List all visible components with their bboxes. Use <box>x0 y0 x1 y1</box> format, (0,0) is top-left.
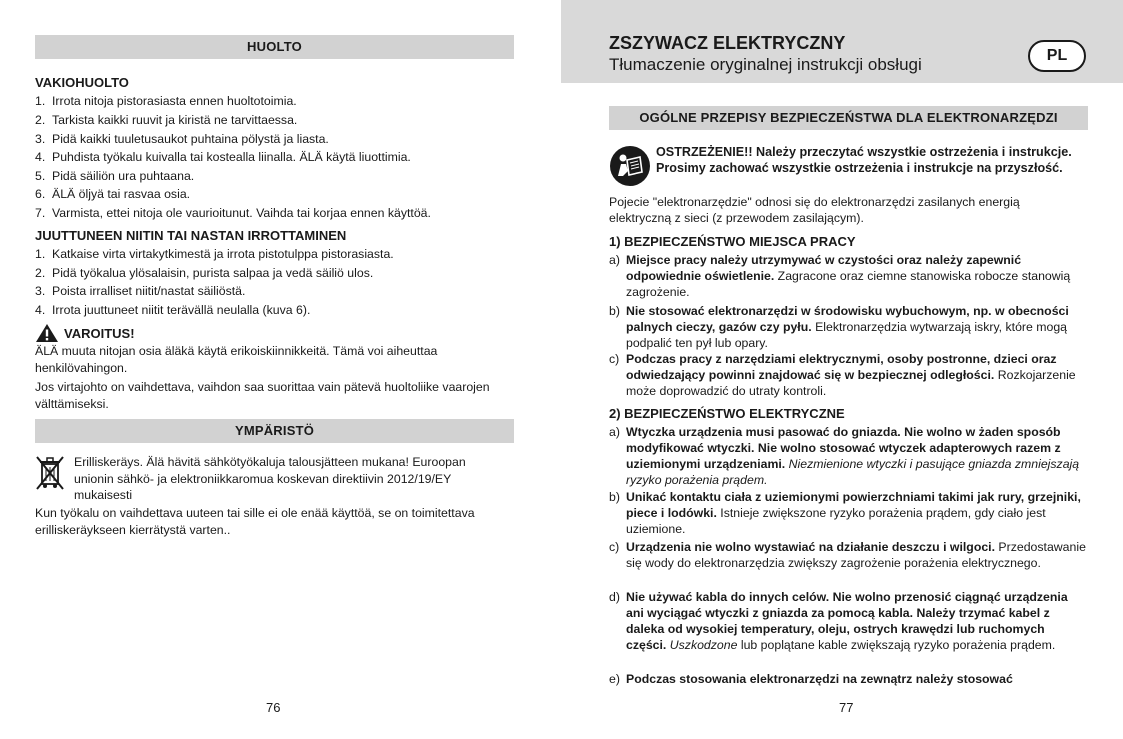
item-text: Pidä työkalua ylösalaisin, purista salpaa ja vedä säiliö ulos. <box>52 266 374 280</box>
item-bold: Podczas pracy z narzędziami elektrycznymi, osoby postronne, dzieci oraz odwiedzający powinni znajdować się w bezpiecznej odległości. <box>626 352 1057 382</box>
item-bold: Nie używać kabla do innych celów. Nie wolno przenosić ciągnąć urządzenia ani wyciągać wtyczki z gniazda za pomocą kabla. Należy trzymać kabel z daleka od wysokiej temperatury, oleju, ostrych krawędzi lub ruchomych części. <box>626 590 1068 652</box>
item-rest: Elektronarzędzia wytwarzają iskry, które mogą podpalić ten pył lub opary. <box>626 320 1068 350</box>
item-bold: Podczas stosowania elektronarzędzi na zewnątrz należy stosować <box>626 672 1013 686</box>
item-text: Irrota juuttuneet niitit terävällä neulalla (kuva 6). <box>52 303 311 317</box>
item-rest: Przedostawanie się wody do elektronarzędzia zwiększy zagrożenie porażenia elektrycznego. <box>626 540 1086 570</box>
item-number: 1. <box>35 247 46 261</box>
item-bold: Miejsce pracy należy utrzymywać w czystości oraz należy zapewnić odpowiednie oświetlenie. <box>626 253 1022 283</box>
crossed-bin-icon <box>35 455 65 491</box>
item-text: Poista irralliset niitit/nastat säiliöstä. <box>52 284 246 298</box>
document-title: ZSZYWACZ ELEKTRYCZNY <box>609 33 846 53</box>
document-subtitle: Tłumaczenie oryginalnej instrukcji obsługi <box>609 55 922 74</box>
item-text <box>626 539 1088 571</box>
item-bold: Nie stosować elektronarzędzi w środowisku wybuchowym, np. w obecności palnych cieczy, gazów czy pyłu. <box>626 304 1069 334</box>
item-text <box>626 252 1088 300</box>
warning-triangle-icon <box>35 323 59 343</box>
item-letter: e) <box>609 672 620 686</box>
language-badge: PL <box>1028 40 1086 72</box>
item-text <box>626 351 1088 399</box>
item-letter: b) <box>609 490 620 504</box>
item-text: Puhdista työkalu kuivalla tai kostealla liinalla. ÄLÄ käytä liuottimia. <box>52 150 411 164</box>
page-number: 77 <box>839 700 854 715</box>
item-letter: a) <box>609 425 620 439</box>
item-number: 6. <box>35 187 46 201</box>
item-italic: Uszkodzone <box>666 638 738 652</box>
item-rest: Zagracone oraz ciemne stanowiska robocze stanowią zagrożenie. <box>626 269 1071 299</box>
section-1-heading: 1) BEZPIECZEŃSTWO MIEJSCA PRACY <box>609 234 856 249</box>
warning-text-1: ÄLÄ muuta nitojan osia äläkä käytä erikoiskiinnikkeitä. Tämä voi aiheuttaa henkilövahingon. <box>35 344 438 375</box>
maintenance-bar: HUOLTO <box>35 35 514 59</box>
section-2-heading: 2) BEZPIECZEŃSTWO ELEKTRYCZNE <box>609 406 845 421</box>
item-text <box>626 424 1088 488</box>
item-text <box>626 671 1088 687</box>
document-header <box>561 0 1123 83</box>
item-rest: Rozkojarzenie może doprowadzić do utraty kontroli. <box>626 368 1076 398</box>
item-number: 5. <box>35 169 46 183</box>
environment-text: Erilliskeräys. Älä hävitä sähkötyökaluja talousjätteen mukana! Euroopan unionin sähkö- ja elektroniikkaromua koskevan direktiivin 2012/19/EY mukaisesti <box>74 455 466 502</box>
recycle-text: Kun työkalu on vaihdettava uuteen tai sille ei ole enää käyttöä, se on toimitettava erilliskeräykseen kierrätystä varten.. <box>35 506 475 537</box>
item-text: Pidä säiliön ura puhtaana. <box>52 169 195 183</box>
left-page <box>0 0 561 739</box>
item-number: 1. <box>35 94 46 108</box>
environment-bar: YMPÄRISTÖ <box>35 419 514 443</box>
item-number: 3. <box>35 284 46 298</box>
item-bold: Wtyczka urządzenia musi pasować do gniazda. Nie wolno w żaden sposób modyfikować wtyczki. Nie wolno stosować wtyczek adapterowych razem z uziemionymi urządzeniami. <box>626 425 1061 471</box>
item-number: 4. <box>35 303 46 317</box>
item-bold: Urządzenia nie wolno wystawiać na działanie deszczu i wilgoci. <box>626 540 996 554</box>
page-number: 76 <box>266 700 281 715</box>
item-text: Katkaise virta virtakytkimestä ja irrota pistotulppa pistorasiasta. <box>52 247 394 261</box>
item-number: 2. <box>35 266 46 280</box>
item-text: Pidä kaikki tuuletusaukot puhtaina pölystä ja liasta. <box>52 132 329 146</box>
item-text <box>626 589 1088 653</box>
item-text: Varmista, ettei nitoja ole vaurioitunut. Vaihda tai korjaa ennen käyttöä. <box>52 206 431 220</box>
item-text: Irrota nitoja pistorasiasta ennen huoltotoimia. <box>52 94 297 108</box>
read-instructions-warning: OSTRZEŻENIE!! Należy przeczytać wszystkie ostrzeżenia i instrukcje. Prosimy zachować wszystkie ostrzeżenia i instrukcje na przyszłość. <box>656 145 1072 175</box>
standard-maintenance-heading: VAKIOHUOLTO <box>35 75 129 90</box>
warning-heading: VAROITUS! <box>64 326 135 341</box>
jam-removal-heading: JUUTTUNEEN NIITIN TAI NASTAN IRROTTAMINEN <box>35 228 347 243</box>
safety-rules-bar: OGÓLNE PRZEPISY BEZPIECZEŃSTWA DLA ELEKTRONARZĘDZI <box>609 106 1088 130</box>
item-number: 7. <box>35 206 46 220</box>
item-text: ÄLÄ öljyä tai rasvaa osia. <box>52 187 191 201</box>
item-letter: d) <box>609 590 620 604</box>
right-page <box>561 0 1123 739</box>
warning-text-2: Jos virtajohto on vaihdettava, vaihdon saa suorittaa vain pätevä huoltoliike vaarojen välttämiseksi. <box>35 380 490 411</box>
item-letter: a) <box>609 253 620 267</box>
definition-text: Pojecie "elektronarzędzie" odnosi się do elektronarzędzi zasilanych energią elektryczną z sieci (z przewodem zasilającym). <box>609 195 1020 225</box>
item-bold: Unikać kontaktu ciała z uziemionymi powierzchniami takimi jak rury, grzejniki, piece i lodówki. <box>626 490 1081 520</box>
item-text <box>626 303 1088 351</box>
item-letter: b) <box>609 304 620 318</box>
item-letter: c) <box>609 540 620 554</box>
item-text: Tarkista kaikki ruuvit ja kiristä ne tarvittaessa. <box>52 113 298 127</box>
item-italic: Niezmienione wtyczki i pasujące gniazda zmniejszają ryzyko porażenia prądem. <box>626 457 1080 487</box>
item-text <box>626 489 1088 537</box>
item-number: 3. <box>35 132 46 146</box>
item-rest: lub poplątane kable zwiększają ryzyko porażenia prądem. <box>737 638 1056 652</box>
item-number: 2. <box>35 113 46 127</box>
item-letter: c) <box>609 352 620 366</box>
read-manual-icon <box>609 145 651 187</box>
item-rest: Istnieje zwiększone ryzyko porażenia prądem, gdy ciało jest uziemione. <box>626 506 1046 536</box>
item-number: 4. <box>35 150 46 164</box>
